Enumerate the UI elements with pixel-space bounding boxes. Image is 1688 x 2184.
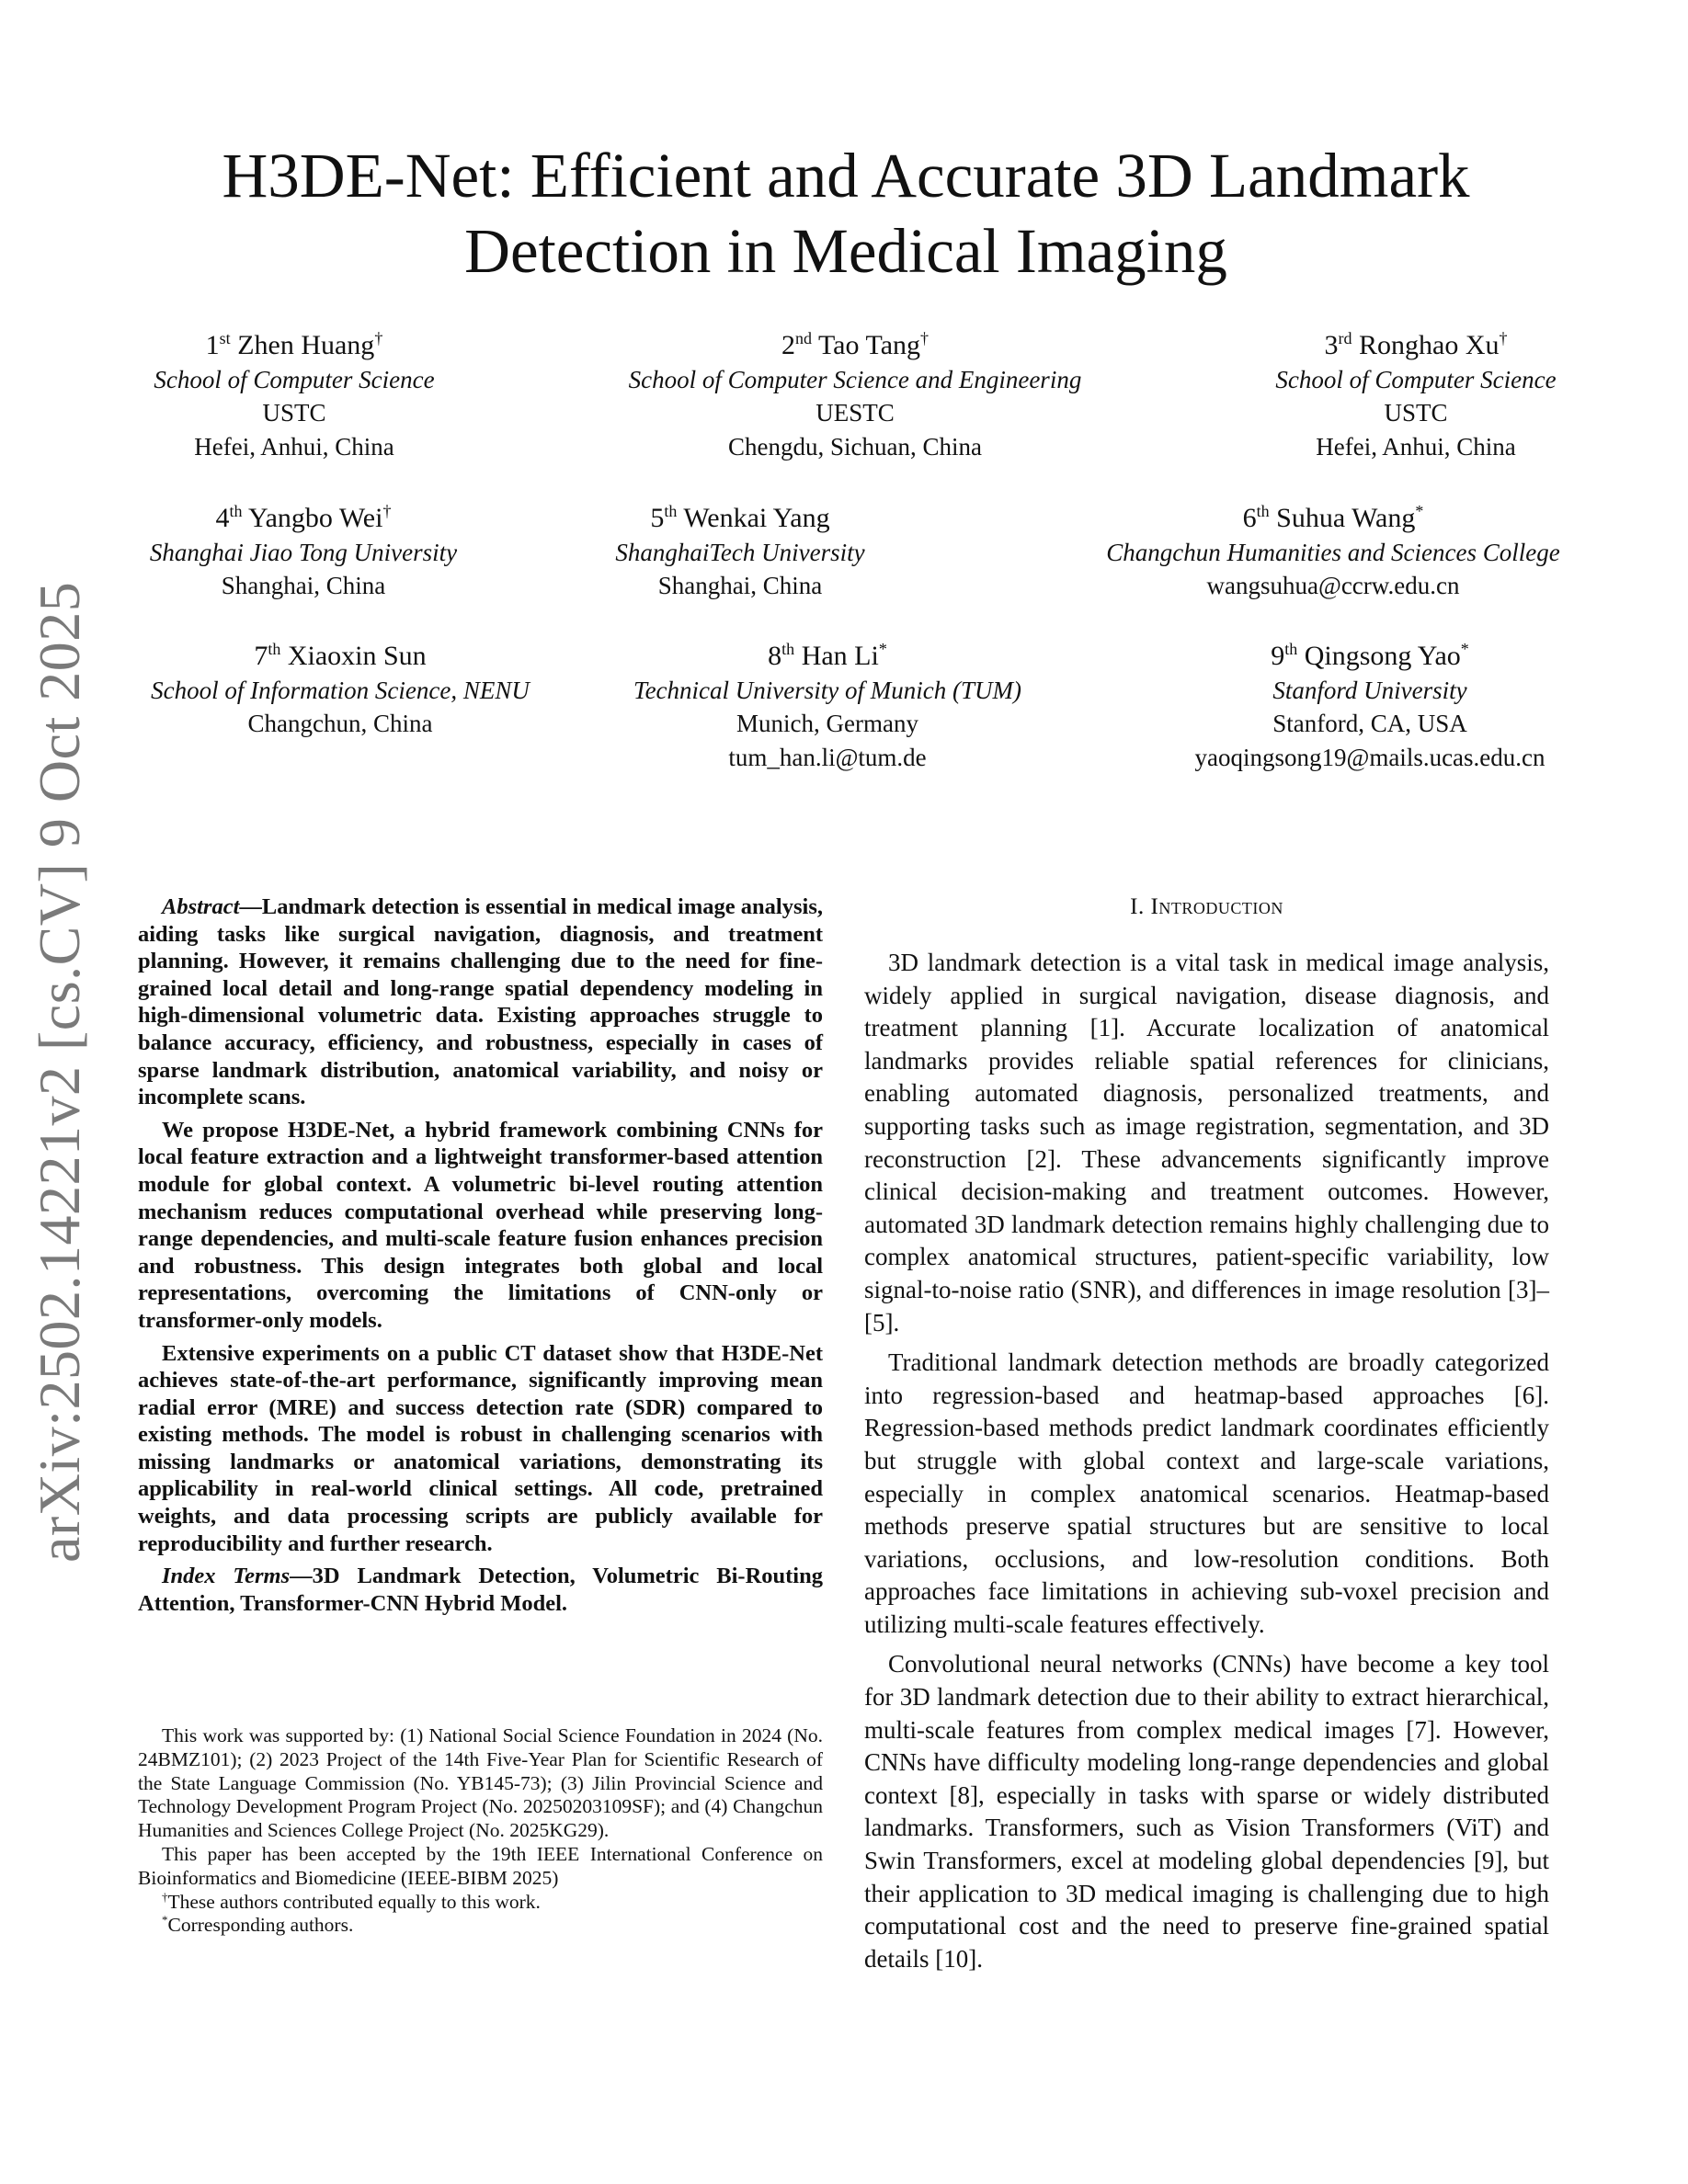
author-name: Tao Tang (817, 330, 921, 360)
author-name: Xiaoxin Sun (287, 641, 427, 671)
funding-footnote: This work was supported by: (1) National Social Science Foundation in 2024 (No. 24BMZ101); (2) 2023 Project of the 14th Five-Year Plan for Scientific Research of the State Language Commission (No. YB145-73); (3) Jilin Provincial Science and Technology Development Program Project (No. 20250203109SF); and (4) Changchun Humanities and Sciences College Project (No. 2025KG29). (138, 1724, 823, 1842)
author-institution: UESTC (815, 399, 895, 427)
author-row-1 (120, 329, 1591, 463)
author-location: Hefei, Anhui, China (194, 432, 394, 461)
author-mark: * (1415, 502, 1424, 520)
author-block: 5th Wenkai Yang ShanghaiTech University Shanghai, China (602, 502, 878, 603)
author-block: 6th Suhua Wang* Changchun Humanities and Sciences College wangsuhua@ccrw.edu.cn (1076, 502, 1591, 603)
author-block: 1st Zhen Huang† School of Computer Science USTC Hefei, Anhui, China (120, 329, 469, 463)
author-affiliation: Stanford University (1272, 676, 1467, 704)
index-terms: Index Terms—3D Landmark Detection, Volumetric Bi-Routing Attention, Transformer-CNN Hybrid Model. (138, 1564, 823, 1616)
author-row-3 (120, 640, 1591, 774)
author-institution: USTC (262, 399, 326, 427)
corresponding-author-footnote: *Corresponding authors. (162, 1913, 354, 1937)
body-paragraph: Traditional landmark detection methods are broadly categorized into regression-based and heatmap-based approaches [6]. Regression-based methods predict landmark coordinates efficiently but struggle with global context and large-scale variations, especially in complex anatomical scenarios. Heatmap-based methods preserve spatial structures but are sensitive to local variations, occlusions, and low-resolution conditions. Both approaches face limitations in achieving sub-voxel precision and utilizing multi-scale features effectively. (864, 1348, 1549, 1638)
author-affiliation: Shanghai Jiao Tong University (149, 538, 458, 566)
abstract-paragraph: Extensive experiments on a public CT dataset show that H3DE-Net achieves state-of-the-art performance, significantly improving mean radial error (MRE) and success detection rate (SDR) compared to existing methods. The model is robust in challenging scenarios with missing landmarks or anatomical variations, demonstrating its applicability in real-world clinical settings. All code, pretrained weights, and data processing scripts are publicly available for reproducibility and further research. (138, 1340, 823, 1556)
author-affiliation: School of Information Science, NENU (151, 676, 530, 704)
author-mark: * (878, 640, 887, 658)
author-affiliation: School of Computer Science (154, 365, 435, 393)
author-affiliation: School of Computer Science and Engineering (628, 365, 1082, 393)
abstract-label: Abstract (162, 894, 240, 919)
equal-contribution-footnote: †These authors contributed equally to this work. (162, 1889, 541, 1913)
author-name: Qingsong Yao (1304, 641, 1461, 671)
introduction-section (864, 893, 1549, 1983)
author-block: 3rd Ronghao Xu† School of Computer Science USTC Hefei, Anhui, China (1241, 329, 1591, 463)
author-block: 2nd Tao Tang† School of Computer Science and Engineering UESTC Chengdu, Sichuan, China (598, 329, 1112, 463)
author-affiliation: Changchun Humanities and Sciences College (1106, 538, 1560, 566)
section-heading: I. Introduction (1130, 894, 1283, 919)
author-affiliation: School of Computer Science (1275, 365, 1557, 393)
author-row-2 (120, 502, 1591, 603)
author-name: Wenkai Yang (683, 503, 830, 533)
author-name: Han Li (801, 641, 879, 671)
author-block: 8th Han Li* Technical University of Munich (TUM) Munich, Germany tum_han.li@tum.de (588, 640, 1066, 774)
acceptance-footnote: This paper has been accepted by the 19th IEEE International Conference on Bioinformatics and Biomedicine (IEEE-BIBM 2025) (138, 1842, 823, 1889)
author-institution: USTC (1384, 399, 1448, 427)
author-email[interactable]: wangsuhua@ccrw.edu.cn (1206, 572, 1460, 599)
author-mark: † (374, 329, 383, 347)
index-terms-label: Index Terms (162, 1564, 291, 1589)
author-location: Changchun, China (247, 710, 433, 737)
author-location: Shanghai, China (657, 572, 823, 599)
author-block: 4th Yangbo Wei† Shanghai Jiao Tong University Shanghai, China (120, 502, 487, 603)
author-name: Yangbo Wei (247, 503, 383, 533)
author-mark: † (382, 502, 392, 520)
arxiv-identifier-stamp: arXiv:2502.14221v2 [cs.CV] 9 Oct 2025 (27, 581, 92, 1563)
abstract-paragraph: We propose H3DE-Net, a hybrid framework combining CNNs for local feature extraction and a lightweight transformer-based attention module for global context. A volumetric bi-level routing attention mechanism reduces computational overhead while preserving long-range dependencies, and multi-scale feature fusion enhances precision and robustness. This design integrates both global and local representations, overcoming the limitations of CNN-only or transformer-only models. (138, 1117, 823, 1333)
body-paragraph: Convolutional neural networks (CNNs) have become a key tool for 3D landmark detection due to their ability to extract hierarchical, multi-scale features from complex medical images [7]. However, CNNs have difficulty modeling long-range dependencies and global context [8], especially in tasks with sparse or widely distributed landmarks. Transformers, such as Vision Transformers (ViT) and Swin Transformers, excel at modeling global dependencies [9], but their application to 3D medical imaging is challenging due to high computational cost and the need to preserve fine-grained spatial details [10]. (864, 1650, 1549, 1973)
author-block: 9th Qingsong Yao* Stanford University Stanford, CA, USA yaoqingsong19@mails.ucas.edu.cn (1149, 640, 1591, 774)
author-location: Hefei, Anhui, China (1316, 432, 1516, 461)
author-name: Zhen Huang (237, 330, 375, 360)
footnotes (138, 1724, 823, 1938)
author-affiliation: ShanghaiTech University (615, 538, 865, 566)
author-affiliation: Technical University of Munich (TUM) (633, 676, 1021, 704)
author-location: Stanford, CA, USA (1272, 710, 1467, 737)
author-name: Suhua Wang (1276, 503, 1416, 533)
abstract-section (138, 893, 823, 1622)
author-mark: † (920, 329, 930, 347)
author-mark: † (1499, 329, 1508, 347)
body-paragraph: 3D landmark detection is a vital task in medical image analysis, widely applied in surgical navigation, disease diagnosis, and treatment planning [1]. Accurate localization of anatomical landmarks provides reliable spatial references for clinicians, enabling automated diagnosis, personalized treatments, and supporting tasks such as image registration, segmentation, and 3D reconstruction [2]. These advancements significantly improve clinical decision-making and treatment outcomes. However, automated 3D landmark detection remains highly challenging due to complex anatomical structures, patient-specific variability, low signal-to-noise ratio (SNR), and differences in image resolution [3]–[5]. (864, 949, 1549, 1337)
author-mark: * (1460, 640, 1469, 658)
paper-title: H3DE-Net: Efficient and Accurate 3D Landmark Detection in Medical Imaging (222, 141, 1470, 286)
author-email[interactable]: tum_han.li@tum.de (728, 743, 927, 771)
author-name: Ronghao Xu (1359, 330, 1500, 360)
author-location: Munich, Germany (736, 710, 918, 737)
author-email[interactable]: yaoqingsong19@mails.ucas.edu.cn (1194, 743, 1545, 771)
abstract-paragraph: Abstract—Landmark detection is essential in medical image analysis, aiding tasks like surgical navigation, diagnosis, and treatment planning. However, it remains challenging due to the need for fine-grained local detail and long-range spatial dependency modeling in high-dimensional volumetric data. Existing approaches struggle to balance accuracy, efficiency, and robustness, especially in cases of sparse landmark distribution, anatomical variability, and noisy or incomplete scans. (138, 894, 823, 1110)
author-block: 7th Xiaoxin Sun School of Information Science, NENU Changchun, China (120, 640, 561, 774)
author-location: Chengdu, Sichuan, China (728, 432, 982, 461)
author-location: Shanghai, China (221, 572, 386, 599)
